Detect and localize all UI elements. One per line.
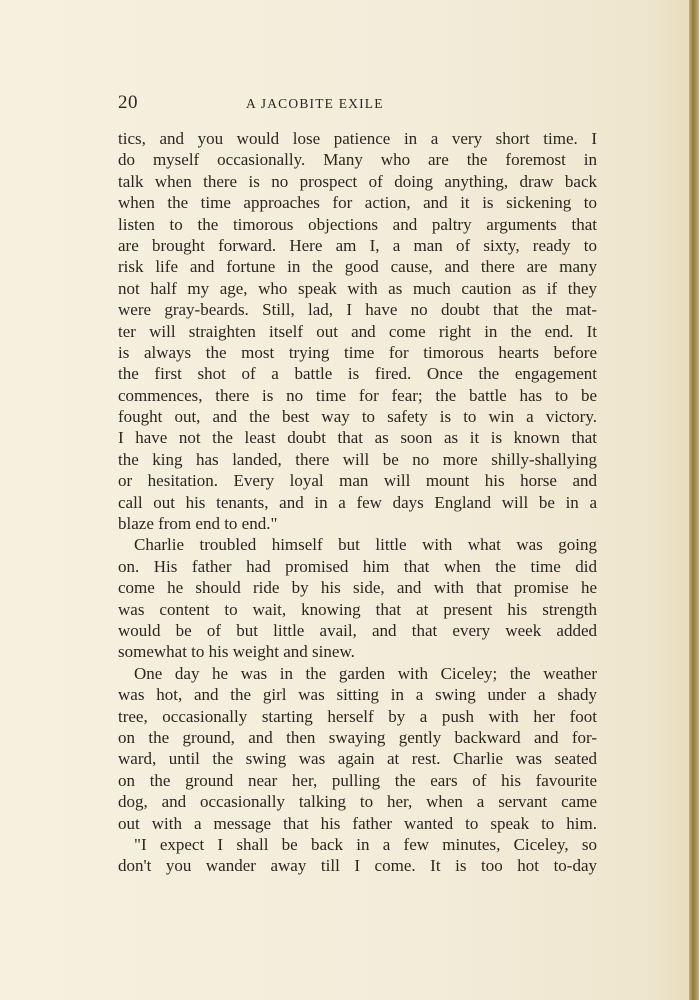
text-line: talk when there is no prospect of doing anything, draw back bbox=[118, 171, 597, 191]
text-line: somewhat to his weight and sinew. bbox=[118, 642, 355, 662]
text-line: on the ground, and then swaying gently backward and for- bbox=[118, 727, 597, 747]
text-line: when the time approaches for action, and it is sickening to bbox=[118, 193, 597, 213]
text-line: One day he was in the garden with Ciceley; the weather bbox=[134, 663, 597, 683]
text-line: don't you wander away till I come. It is too hot to-day bbox=[118, 856, 597, 876]
text-line: call out his tenants, and in a few days England will be in a bbox=[118, 492, 597, 512]
text-line: is always the most trying time for timorous hearts before bbox=[118, 342, 597, 362]
text-line: tics, and you would lose patience in a very short time. I bbox=[118, 129, 597, 148]
text-line: come he should ride by his side, and with that promise he bbox=[118, 578, 597, 598]
text-line: are brought forward. Here am I, a man of sixty, ready to bbox=[118, 235, 597, 255]
text-line: ward, until the swing was again at rest. Charlie was seated bbox=[118, 749, 597, 769]
text-line: the first shot of a battle is fired. Once the engagement bbox=[118, 364, 597, 384]
text-line: risk life and fortune in the good cause, and there are many bbox=[118, 257, 597, 277]
body-text bbox=[118, 128, 597, 877]
text-line: fought out, and the best way to safety is to win a victory. bbox=[118, 407, 597, 427]
text-line: ter will straighten itself out and come right in the end. It bbox=[118, 321, 597, 341]
page-number: 20 bbox=[118, 92, 138, 113]
text-line: were gray-beards. Still, lad, I have no doubt that the mat- bbox=[118, 300, 597, 320]
running-head bbox=[118, 92, 598, 116]
text-line: tree, occasionally starting herself by a push with her foot bbox=[118, 706, 597, 726]
text-line: out with a message that his father wanted to speak to him. bbox=[118, 813, 597, 833]
text-line: dog, and occasionally talking to her, when a servant came bbox=[118, 792, 597, 812]
text-line: was content to wait, knowing that at present his strength bbox=[118, 599, 597, 619]
text-line: listen to the timorous objections and paltry arguments that bbox=[118, 214, 597, 234]
running-title: A JACOBITE EXILE bbox=[246, 96, 384, 111]
text-line: I have not the least doubt that as soon as it is known that bbox=[118, 428, 597, 448]
text-line: was hot, and the girl was sitting in a swing under a shady bbox=[118, 685, 597, 705]
text-line: Charlie troubled himself but little with what was going bbox=[134, 535, 597, 555]
text-line: on the ground near her, pulling the ears of his favourite bbox=[118, 770, 597, 790]
text-line: would be of but little avail, and that every week added bbox=[118, 620, 597, 640]
text-line: the king has landed, there will be no more shilly-shallying bbox=[118, 449, 597, 469]
text-line: blaze from end to end." bbox=[118, 514, 278, 534]
page-edge bbox=[689, 0, 699, 1000]
text-line: not half my age, who speak with as much caution as if they bbox=[118, 278, 597, 298]
text-line: on. His father had promised him that when the time did bbox=[118, 556, 597, 576]
text-line: or hesitation. Every loyal man will mount his horse and bbox=[118, 471, 597, 491]
text-line: do myself occasionally. Many who are the foremost in bbox=[118, 150, 597, 170]
text-line: "I expect I shall be back in a few minutes, Ciceley, so bbox=[134, 834, 597, 854]
text-line: commences, there is no time for fear; the battle has to be bbox=[118, 385, 597, 405]
